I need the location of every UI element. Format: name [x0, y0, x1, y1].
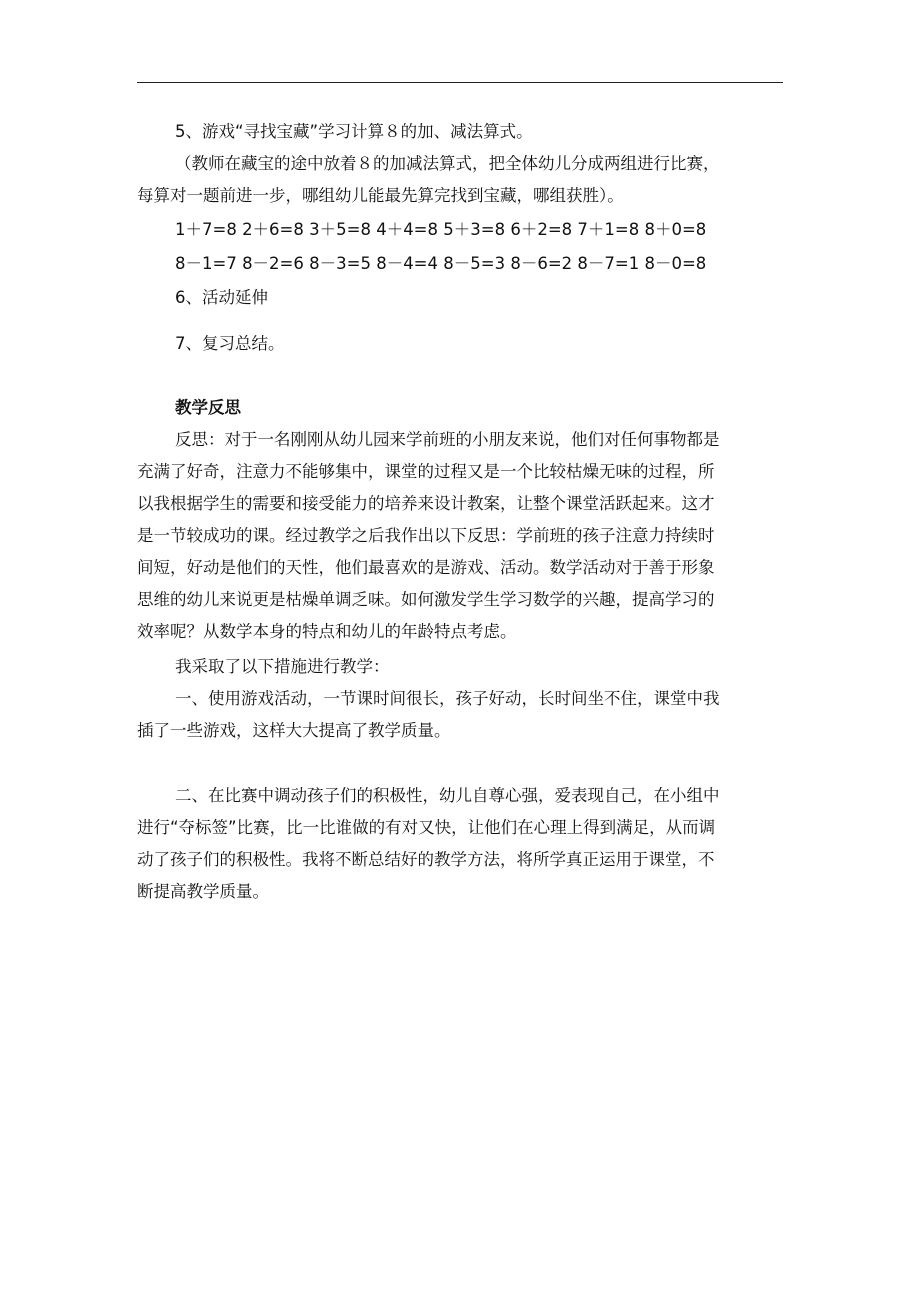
measure-2-line-4: 断提高教学质量。 [137, 882, 269, 901]
item-5-title: 5、游戏“寻找宝藏”学习计算８的加、减法算式。 [175, 122, 533, 141]
reflection-heading: 教学反思 [175, 398, 241, 417]
subtraction-equations: 8－1=7 8－2=6 8－3=5 8－4=4 8－5=3 8－6=2 8－7=1 8－0=8 [175, 254, 707, 273]
measure-1-line-1: 一、使用游戏活动，一节课时间很长，孩子好动，长时间坐不住，课堂中我 [175, 689, 720, 708]
item-5-note-line-2: 每算对一题前进一步，哪组幼儿能最先算完找到宝藏，哪组获胜）。 [137, 186, 624, 205]
reflection-line-2: 充满了好奇，注意力不能够集中，课堂的过程又是一个比较枯燥无味的过程，所 [137, 462, 715, 481]
header-rule [137, 82, 783, 83]
measure-2-line-2: 进行“夺标签”比赛，比一比谁做的有对又快，让他们在心理上得到满足，从而调 [137, 818, 716, 837]
measure-2-line-3: 动了孩子们的积极性。我将不断总结好的教学方法，将所学真正运用于课堂，不 [137, 850, 715, 869]
addition-equations: 1＋7=8 2＋6=8 3＋5=8 4＋4=8 5＋3=8 6＋2=8 7＋1=8 8＋0=8 [175, 220, 707, 239]
item-6: 6、活动延伸 [175, 288, 268, 307]
reflection-line-5: 间短，好动是他们的天性，他们最喜欢的是游戏、活动。数学活动对于善于形象 [137, 558, 715, 577]
item-5-note-line-1: （教师在藏宝的途中放着８的加减法算式，把全体幼儿分成两组进行比赛， [175, 154, 720, 173]
measure-2-line-1: 二、在比赛中调动孩子们的积极性，幼儿自尊心强，爱表现自己，在小组中 [175, 786, 720, 805]
reflection-line-7: 效率呢？从数学本身的特点和幼儿的年龄特点考虑。 [137, 622, 517, 641]
reflection-line-4: 是一节较成功的课。经过教学之后我作出以下反思：学前班的孩子注意力持续时 [137, 526, 715, 545]
reflection-line-3: 以我根据学生的需要和接受能力的培养来设计教案，让整个课堂活跃起来。这才 [137, 494, 715, 513]
measures-intro: 我采取了以下措施进行教学： [175, 657, 390, 676]
reflection-line-6: 思维的幼儿来说更是枯燥单调乏味。如何激发学生学习数学的兴趣，提高学习的 [137, 590, 715, 609]
item-7: 7、复习总结。 [175, 334, 285, 353]
reflection-line-1: 反思：对于一名刚刚从幼儿园来学前班的小朋友来说，他们对任何事物都是 [175, 430, 720, 449]
measure-1-line-2: 插了一些游戏，这样大大提高了教学质量。 [137, 721, 451, 740]
